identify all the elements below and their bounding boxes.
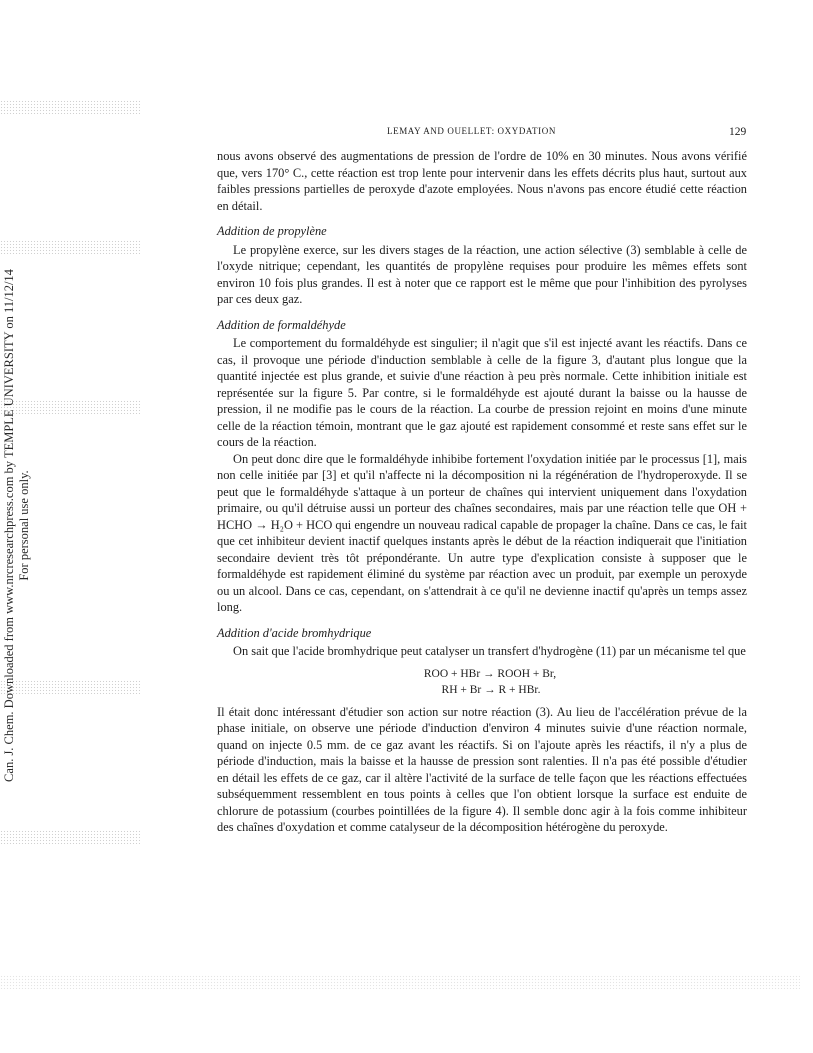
paragraph: On sait que l'acide bromhydrique peut catalyser un transfert d'hydrogène (11) par un mécanisme tel que — [233, 644, 746, 658]
download-notice — [2, 233, 32, 818]
section-heading-hbr: Addition d'acide bromhydrique — [217, 625, 372, 640]
scan-artifact — [0, 100, 140, 114]
equation-block — [217, 666, 747, 698]
scan-artifact — [0, 975, 800, 989]
running-title: LEMAY AND OUELLET: OXYDATION — [387, 126, 556, 136]
intro-paragraph: nous avons observé des augmentations de pression de l'ordre de 10% en 30 minutes. Nous avons vérifié que, vers 170° C., cette réaction est trop lente pour intervenir dans les effets décrits plus haut, surtout aux faibles pressions partielles de peroxyde d'azote employées. Nous n'avons pas encore étudié cette réaction en détail. — [217, 149, 747, 213]
running-header — [0, 126, 813, 140]
section-heading-propylene: Addition de propylène — [217, 224, 327, 238]
equation: ROO + HBr → ROOH + Br, — [423, 667, 557, 680]
paragraph: Le propylène exerce, sur les divers stages de la réaction, une action sélective (3) semblable à celle de l'oxyde nitrique; cependant, les quantités de propylène requises pour produire les mêmes effets sont environ 10 fois plus grandes. Il est à noter que ce rapport est le même que pour l'inhibition des pyrolyses par ces deux gaz. — [217, 242, 747, 306]
equation: RH + Br → R + HBr. — [441, 683, 541, 696]
paragraph: Il était donc intéressant d'étudier son action sur notre réaction (3). Au lieu de l'accélération prévue de la phase initiale, on observe une période d'induction d'environ 4 minutes suivie d'une réaction normale, quand on injecte 0.5 mm. de ce gaz avant les réactifs. Si on l'ajoute après les réactifs, il n'y a plus de période d'induction, mais la baisse et la hausse de pression sont ralenties. Il n'a pas été possible d'étudier en détail les effets de ce gaz, car il altère l'activité de la surface de telle façon que les réactions effectuées subséquemment ressemblent en tous points à celles que l'on obtient lorsque la surface est enduite de chlorure de potassium (courbes pointillées de la figure 4). Il semble donc agir à la fois comme inhibiteur des chaînes d'oxydation et comme catalyseur de la décomposition hétérogène du peroxyde. — [217, 704, 747, 834]
paragraph: On peut donc dire que le formaldéhyde inhibibe fortement l'oxydation initiée par le processus [1], mais non celle initiée par [3] et qu'il n'affecte ni la décomposition ni la régénération de l'hydroperoxyde. Il se peut que le formaldéhyde s'attaque à un porteur de chaînes qui intervient uniquement dans l'oxydation primaire, ou qu'il détruise aussi un porteur des chaînes secondaires, mais par une réaction telle que OH + HCHO → H₂O + HCO qui engendre un nouveau radical capable de propager la chaîne. Dans ce cas, le fait que cet inhibiteur devient inactif quelques instants après le début de la réaction indiquerait que l'initiation secondaire devient très tôt prépondérante. Un autre type d'explication consiste à supposer que le formaldéhyde est rapidement éliminé du système par réaction avec un produit, par exemple un peroxyde ou un alcool. Dans ce cas, cependant, on s'attendrait à ce qu'il ne devienne inactif qu'après un temps assez long. — [217, 451, 747, 614]
personal-use-notice: For personal use only. — [17, 470, 31, 581]
main-text — [217, 148, 747, 836]
paragraph: Le comportement du formaldéhyde est singulier; il n'agit que s'il est injecté avant les réactifs. Dans ce cas, il provoque une période d'induction semblable à celle de la figure 3, d'autant plus longue que la quantité injectée est plus grande, et suivie d'une réaction à peu près normale. Cette inhibition initiale est représentée sur la figure 5. Par contre, si le formaldéhyde est ajouté durant la baisse ou la hausse de pression, il ne modifie pas le cours de la réaction. La courbe de pression rejoint en moins d'une minute celle de la réaction témoin, montrant que le gaz ajouté est rapidement consommé et reste sans effet sur le cours de la réaction. — [217, 336, 747, 449]
section-heading-formaldehyde: Addition de formaldéhyde — [217, 317, 346, 332]
page-number: 129 — [729, 126, 747, 138]
scan-artifact — [0, 830, 140, 844]
download-notice-line: Can. J. Chem. Downloaded from www.nrcresearchpress.com by TEMPLE UNIVERSITY on 11/12/14 — [2, 269, 16, 782]
